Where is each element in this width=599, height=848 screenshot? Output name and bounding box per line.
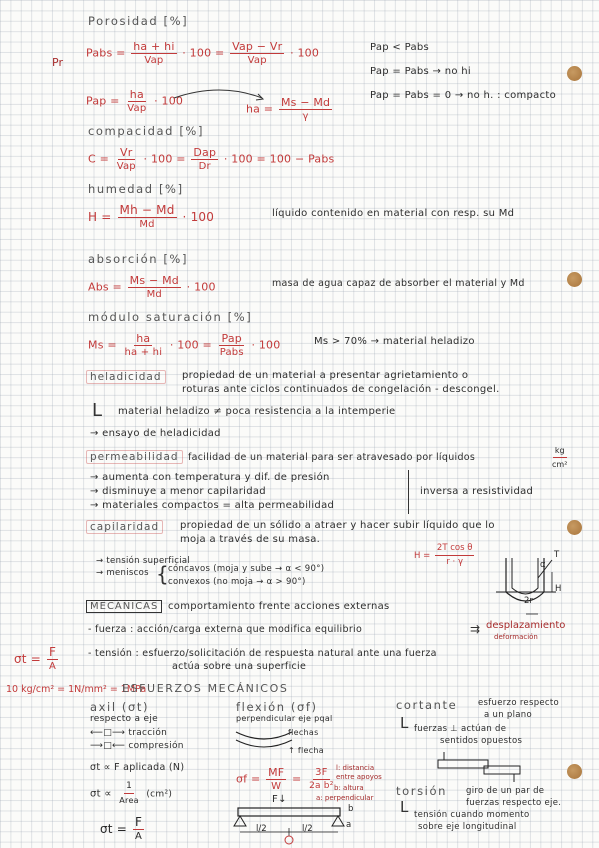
- flexion-desc: perpendicular eje pqal: [236, 714, 333, 723]
- eq-humedad: [88, 204, 214, 231]
- binder-hole: [567, 520, 582, 535]
- eq-pabs: [86, 40, 319, 67]
- capilaridad-convexos: convexos (no moja → α > 90°): [168, 577, 306, 587]
- torsion-line-1: tensión cuando momento: [414, 810, 530, 820]
- mecanicas-tension-2: actúa sobre una superficie: [172, 661, 307, 672]
- eq-h-lhs: H =: [88, 210, 112, 224]
- axil-traccion: ⟵□⟶ tracción: [90, 728, 168, 738]
- eq-compacidad: [88, 146, 334, 173]
- torsion-desc-2: fuerzas respecto eje.: [466, 798, 562, 808]
- num: MF: [268, 766, 285, 779]
- num: Mh − Md: [119, 203, 175, 217]
- fig-H: H: [555, 584, 562, 594]
- flexion-force: F↓: [272, 794, 287, 805]
- binder-hole: [567, 272, 582, 287]
- eq-pabs-mid: · 100 =: [182, 46, 225, 60]
- permeabilidad-unit: [548, 444, 571, 471]
- sigma-lhs: σt =: [14, 652, 41, 666]
- esfuerzos-title: ESFUERZOS MECÁNICOS: [122, 682, 289, 695]
- num: F: [135, 815, 143, 829]
- flexion-flechas: flechas: [288, 728, 319, 737]
- formula-lhs: H =: [414, 551, 431, 561]
- binder-hole: [567, 764, 582, 779]
- eq-pap-end: · 100: [154, 94, 184, 108]
- torsion-bracket: L: [400, 798, 409, 816]
- axil-compresion: ⟶□⟵ compresión: [90, 741, 184, 751]
- mecanicas-title: MECÁNICAS: [86, 600, 162, 613]
- permeabilidad-title: permeabilidad: [86, 450, 183, 464]
- absorcion-note: masa de agua capaz de absorber el material y Md: [272, 278, 525, 289]
- eq-abs-end: · 100: [186, 280, 216, 294]
- permeabilidad-divider: [408, 470, 409, 514]
- den: Md: [146, 289, 162, 300]
- fig-2r: 2r: [524, 596, 533, 606]
- cortante-bracket: L: [400, 714, 409, 732]
- porosidad-note-1: Pap < Pabs: [370, 42, 430, 53]
- axil-final: [100, 816, 146, 843]
- den: Dr: [198, 161, 211, 172]
- den: Vap: [116, 161, 136, 172]
- eq-abs-frac: [128, 274, 181, 301]
- eq-ms-frac1: [122, 332, 164, 359]
- flexion-note-3: b: altura: [334, 784, 364, 792]
- num: ha: [136, 332, 151, 345]
- cortante-line-1: fuerzas ⊥ actúan de: [414, 724, 507, 734]
- eq-h-end: · 100: [182, 210, 215, 224]
- permeabilidad-side: inversa a resistividad: [420, 486, 534, 497]
- axil-prop: σt ∝ F aplicada (N): [90, 762, 185, 773]
- capilaridad-bullet-2: → meniscos: [96, 568, 149, 578]
- torsion-line-2: sobre eje longitudinal: [418, 822, 517, 832]
- capilaridad-def-1: propiedad de un sólido a atraer y hacer subir líquido que lo: [180, 520, 495, 531]
- permeabilidad-bullet-1: → aumenta con temperatura y dif. de presión: [90, 472, 330, 483]
- flexion-dim-left: l/2: [256, 824, 267, 834]
- cortante-diagram: [436, 752, 526, 782]
- num: ha: [129, 88, 144, 101]
- force-label: F: [272, 794, 279, 805]
- flexion-title: flexión (σf): [236, 700, 318, 714]
- sigma-def: [14, 646, 60, 673]
- flexion-eq: [236, 766, 338, 793]
- num: 2T cos θ: [435, 542, 475, 556]
- porosidad-pr: Pr: [52, 56, 63, 69]
- humedad-title: humedad [%]: [88, 182, 184, 196]
- num: Ms − Md: [129, 274, 179, 287]
- flex-lhs: σf =: [236, 772, 261, 786]
- axil-desc: respecto a eje: [90, 714, 158, 724]
- capillary-diagram: [496, 548, 596, 618]
- mecanicas-def: comportamiento frente acciones externas: [168, 601, 390, 612]
- cortante-line-2: sentidos opuestos: [440, 736, 523, 746]
- flexion-beam-diagram: [234, 804, 354, 844]
- eq-pabs-end: · 100: [290, 46, 320, 60]
- fuerza-res-2: deformación: [494, 633, 538, 641]
- heladicidad-line-2: → ensayo de heladicidad: [90, 428, 221, 439]
- eq-saturacion: [88, 332, 280, 359]
- humedad-note: líquido contenido en material con resp. su Md: [272, 208, 515, 219]
- heladicidad-title: heladicidad: [86, 370, 166, 384]
- prop2-unit: (cm²): [146, 789, 173, 800]
- flexion-side-a: a: [346, 820, 352, 830]
- eq-ha-frac: [279, 96, 332, 123]
- cortante-title: cortante: [396, 698, 458, 712]
- num: Ms − Md: [280, 96, 331, 109]
- den: Md: [139, 219, 155, 230]
- compacidad-title: compacidad [%]: [88, 124, 205, 138]
- num: F: [49, 645, 57, 659]
- eq-ha-lhs: ha =: [246, 102, 274, 116]
- fig-T: T: [554, 550, 560, 560]
- eq-c-frac2: [191, 146, 218, 173]
- units-conversion: 10 kg/cm² = 1N/mm² = 1MPa: [6, 684, 147, 695]
- capilaridad-concavos: cóncavos (moja y sube → α < 90°): [168, 564, 325, 574]
- absorcion-title: absorción [%]: [88, 252, 189, 266]
- cortante-desc-2: a un plano: [484, 710, 532, 720]
- num: ha + hi: [133, 40, 175, 53]
- flexion-note-4: a: perpendicular: [316, 794, 374, 802]
- eq-pabs-frac1: [131, 40, 176, 67]
- binder-hole: [567, 66, 582, 81]
- heladicidad-def-1: propiedad de un material a presentar agrietamiento o: [182, 370, 469, 381]
- den: Vap: [127, 103, 147, 114]
- axil-prop2: [90, 780, 172, 807]
- eq-c-end: · 100 = 100 − Pabs: [223, 152, 335, 166]
- den: 2a b²: [309, 781, 334, 791]
- capilaridad-title: capilaridad: [86, 520, 163, 534]
- eq-ha: [246, 96, 334, 123]
- torsion-desc-1: giro de un par de: [466, 786, 545, 796]
- porosidad-note-2: Pap = Pabs → no hi: [370, 66, 471, 77]
- flecha-label: flecha: [297, 746, 324, 755]
- flexion-dim-right: l/2: [302, 824, 313, 834]
- brace: {: [156, 562, 169, 586]
- permeabilidad-bullet-3: → materiales compactos = alta permeabilidad: [90, 500, 335, 511]
- saturacion-title: módulo saturación [%]: [88, 310, 253, 324]
- heladicidad-def-2: roturas ante ciclos continuados de congelación - descongel.: [182, 384, 500, 395]
- capilaridad-bullet-1: → tensión superficial: [96, 556, 191, 566]
- eq-absorcion: [88, 274, 216, 301]
- capilaridad-formula: [414, 542, 476, 569]
- flexion-side-b: b: [348, 804, 354, 814]
- heladicidad-line-1: material heladizo ≠ poca resistencia a la intemperie: [118, 406, 396, 417]
- eq-pabs-lhs: Pabs =: [86, 46, 126, 60]
- fuerza-res-1: desplazamiento: [486, 620, 566, 631]
- den: Vap: [247, 55, 267, 66]
- eq-c-mid: · 100 =: [143, 152, 186, 166]
- num: Vap − Vr: [232, 40, 283, 53]
- permeabilidad-def: facilidad de un material para ser atravesado por líquidos: [188, 452, 476, 463]
- eq-pabs-frac2: [230, 40, 284, 67]
- mecanicas-tension-1: - tensión : esfuerzo/solicitación de respuesta natural ante una fuerza: [88, 648, 437, 659]
- eq-pap-lhs: Pap =: [86, 94, 120, 108]
- eq-abs-lhs: Abs =: [88, 280, 122, 294]
- axil-title: axil (σt): [90, 700, 150, 714]
- den: r · γ: [446, 557, 463, 567]
- eq-pap-frac: [125, 88, 148, 115]
- eq-ms-mid: · 100 =: [169, 338, 212, 352]
- den: Area: [119, 796, 139, 805]
- compresion-label: compresión: [128, 741, 184, 751]
- num: Vr: [120, 146, 133, 159]
- num: Dap: [193, 146, 217, 159]
- num: kg: [553, 444, 567, 458]
- eq-h-frac: [118, 204, 177, 231]
- den: Pabs: [219, 347, 244, 358]
- fuerza-arrows: ⇉: [470, 622, 481, 636]
- eq-ms-end: · 100: [251, 338, 281, 352]
- fig-alpha: α: [540, 560, 546, 570]
- den: A: [49, 661, 57, 672]
- saturacion-note: Ms > 70% → material heladizo: [314, 336, 475, 347]
- eq-ms-frac2: [218, 332, 246, 359]
- flexion-beam-sketch: [234, 726, 294, 756]
- num: 1: [124, 780, 134, 794]
- flexion-note-2: entre apoyos: [336, 773, 382, 781]
- den: ha + hi: [124, 347, 163, 358]
- eq-c-frac1: [115, 146, 138, 173]
- eq-c-lhs: C =: [88, 152, 109, 166]
- prop2-lhs: σt ∝: [90, 788, 112, 800]
- flex-mid: =: [291, 772, 302, 786]
- porosidad-note-3: Pap = Pabs = 0 → no h. : compacto: [370, 90, 557, 101]
- torsion-title: torsión: [396, 784, 447, 798]
- capilaridad-def-2: moja a través de su masa.: [180, 534, 321, 545]
- final-lhs: σt =: [100, 822, 127, 836]
- permeabilidad-bullet-2: → disminuye a menor capilaridad: [90, 486, 266, 497]
- traccion-label: tracción: [128, 728, 168, 738]
- den: W: [271, 781, 282, 792]
- den: γ: [302, 111, 309, 122]
- eq-pap: [86, 88, 183, 115]
- porosidad-title: Porosidad [%]: [88, 14, 189, 28]
- l-bracket: L: [92, 400, 103, 421]
- num: Pap: [221, 332, 242, 345]
- flexion-flecha: ↑ flecha: [288, 746, 324, 755]
- den: cm²: [552, 460, 568, 469]
- mecanicas-fuerza: - fuerza : acción/carga externa que modifica equilibrio: [88, 624, 363, 635]
- den: A: [135, 831, 143, 842]
- den: Vap: [144, 55, 164, 66]
- eq-ms-lhs: Ms =: [88, 338, 117, 352]
- flexion-note-1: l: distancia: [336, 764, 375, 772]
- cortante-desc-1: esfuerzo respecto: [478, 698, 560, 708]
- num: 3F: [315, 767, 328, 778]
